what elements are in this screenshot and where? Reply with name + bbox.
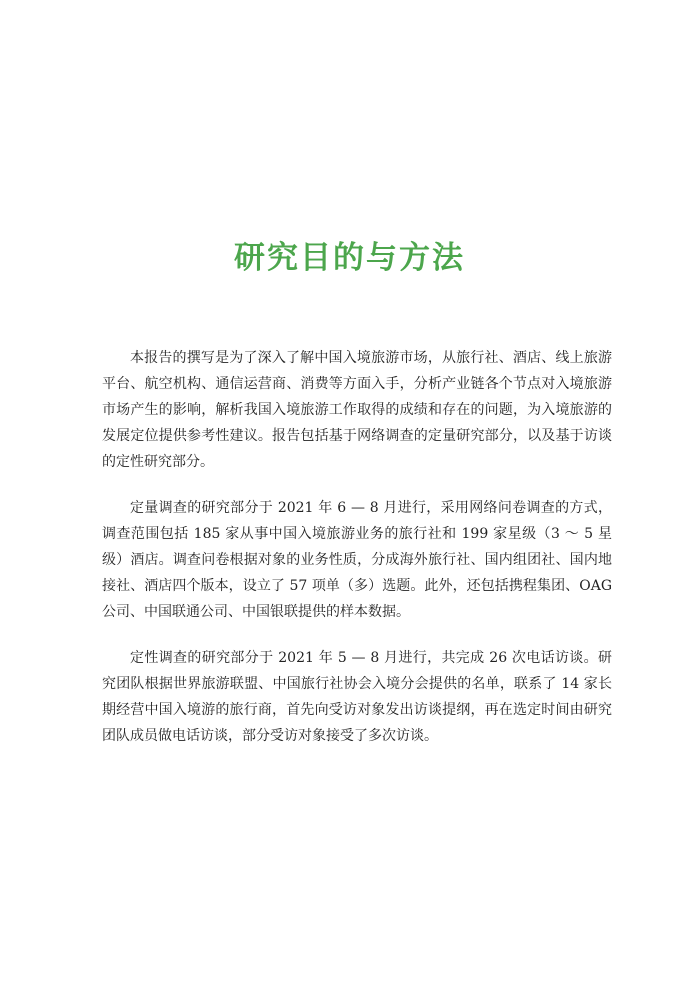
paragraph-qualitative-survey: 定性调查的研究部分于 2021 年 5 — 8 月进行，共完成 26 次电话访谈。研究团队根据世界旅游联盟、中国旅行社协会入境分会提供的名单，联系了 14 家长期经营中国入境游的旅行商，首先向受访对象发出访谈提纲，再在选定时间由研究团队成员做电话访谈，部分受访对象接受了多次访谈。 [102, 650, 612, 744]
paragraph-purpose: 本报告的撰写是为了深入了解中国入境旅游市场，从旅行社、酒店、线上旅游平台、航空机构、通信运营商、消费等方面入手，分析产业链各个节点对入境旅游市场产生的影响，解析我国入境旅游工作取得的成绩和存在的问题，为入境旅游的发展定位提供参考性建议。报告包括基于网络调查的定量研究部分，以及基于访谈的定性研究部分。 [102, 350, 612, 470]
document-body [102, 345, 612, 769]
paragraph-quantitative-survey: 定量调查的研究部分于 2021 年 6 — 8 月进行，采用网络问卷调查的方式，调查范围包括 185 家从事中国入境旅游业务的旅行社和 199 家星级（3 ～ 5 星级）酒店。调查问卷根据对象的业务性质，分成海外旅行社、国内组团社、国内地接社、酒店四个版本，设立了 57 项单（多）选题。此外，还包括携程集团、OAG 公司、中国联通公司、中国银联提供的样本数据。 [102, 500, 612, 620]
page-title: 研究目的与方法 [234, 240, 465, 276]
